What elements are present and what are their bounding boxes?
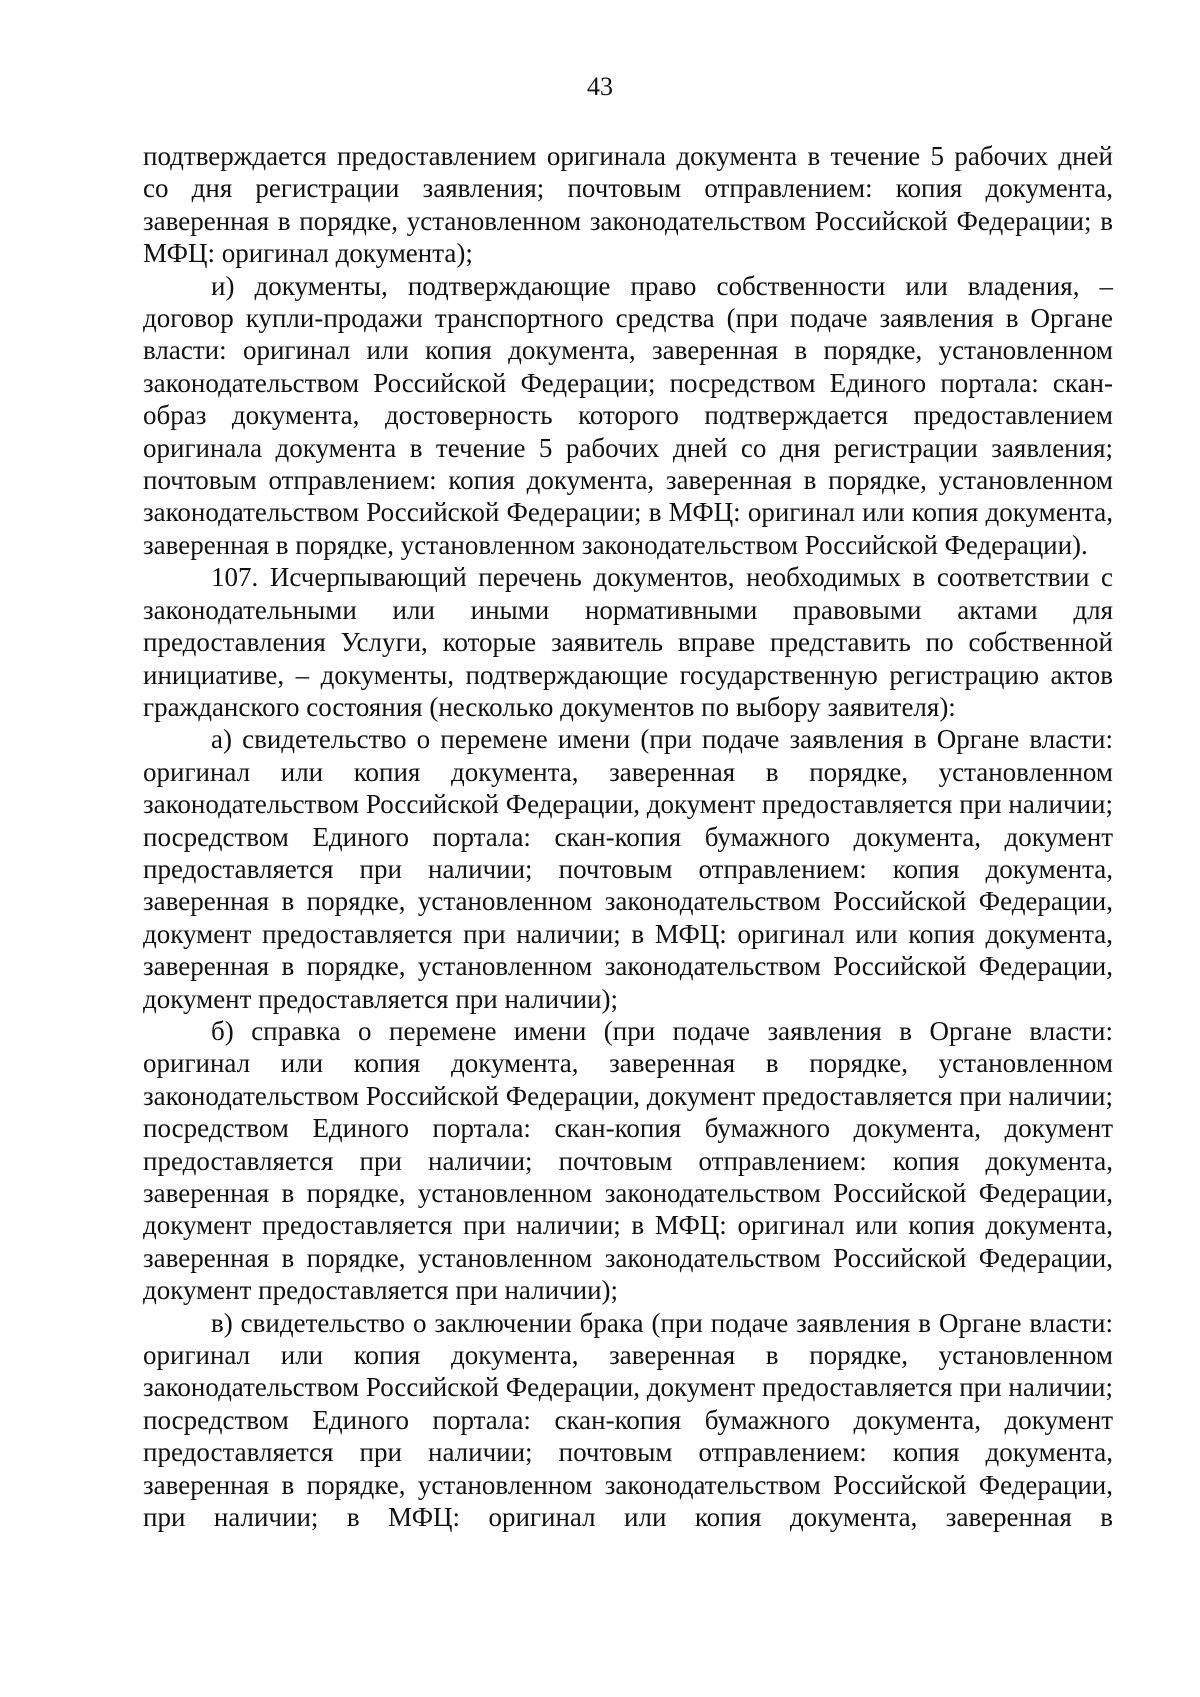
- paragraph-107: 107. Исчерпывающий перечень документов, необходимых в соответствии с законодательными или иными нормативными правовыми актами для предоставления Услуги, которые заявитель вправе представить по собственной инициативе, – документы, подтверждающие государственную регистрацию актов гражданского состояния (несколько документов по выбору заявителя):: [143, 562, 1113, 722]
- paragraph-item-v: в) свидетельство о заключении брака (при подаче заявления в Органе власти: оригинал или копия документа, заверенная в порядке, установленном законодательством Российской Федерации, документ предоставляется при наличии; посредством Единого портала: скан-копия бумажного документа, документ предоставляется при наличии; почтовым отправлением: копия документа, заверенная в порядке, установленном законодательством Российской Федерации, при наличии; в МФЦ: оригинал или копия документа, заверенная в: [143, 1307, 1113, 1533]
- paragraph-item-b: б) справка о перемене имени (при подаче заявления в Органе власти: оригинал или копия документа, заверенная в порядке, установленном законодательством Российской Федерации, документ предоставляется при наличии; посредством Единого портала: скан-копия бумажного документа, документ предоставляется при наличии; почтовым отправлением: копия документа, заверенная в порядке, установленном законодательством Российской Федерации, документ предоставляется при наличии; в МФЦ: оригинал или копия документа, заверенная в порядке, установленном законодательством Российской Федерации, документ предоставляется при наличии);: [143, 1015, 1113, 1306]
- page-number: 43: [587, 72, 613, 101]
- paragraph-item-i: и) документы, подтверждающие право собственности или владения, – договор купли-продажи транспортного средства (при подаче заявления в Органе власти: оригинал или копия документа, заверенная в порядке, установленном законодательством Российской Федерации; посредством Единого портала: скан-образ документа, достоверность которого подтверждается предоставлением оригинала документа в течение 5 рабочих дней со дня регистрации заявления; почтовым отправлением: копия документа, заверенная в порядке, установленном законодательством Российской Федерации; в МФЦ: оригинал или копия документа, заверенная в порядке, установленном законодательством Российской Федерации).: [143, 270, 1113, 560]
- document-body: [143, 140, 1113, 1533]
- paragraph-item-a: а) свидетельство о перемене имени (при подаче заявления в Органе власти: оригинал или копия документа, заверенная в порядке, установленном законодательством Российской Федерации, документ предоставляется при наличии; посредством Единого портала: скан-копия бумажного документа, документ предоставляется при наличии; почтовым отправлением: копия документа, заверенная в порядке, установленном законодательством Российской Федерации, документ предоставляется при наличии; в МФЦ: оригинал или копия документа, заверенная в порядке, установленном законодательством Российской Федерации, документ предоставляется при наличии);: [143, 724, 1113, 1014]
- paragraph-continuation: подтверждается предоставлением оригинала документа в течение 5 рабочих дней со дня регистрации заявления; почтовым отправлением: копия документа, заверенная в порядке, установленном законодательством Российской Федерации; в МФЦ: оригинал документа);: [143, 141, 1113, 269]
